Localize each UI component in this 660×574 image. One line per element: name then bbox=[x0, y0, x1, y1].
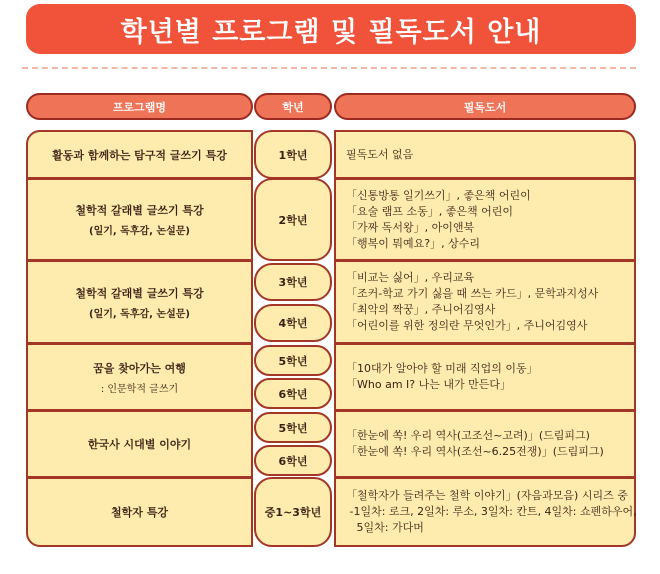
book-line: 「한눈에 쏙! 우리 역사(조선~6.25전쟁)」(드림피그) bbox=[346, 445, 604, 458]
program-subtitle: (일기, 독후감, 논설문) bbox=[89, 308, 190, 320]
program-name: 꿈을 찾아가는 여행 bbox=[93, 361, 186, 375]
grade-cell bbox=[254, 345, 332, 376]
grade-label: 6학년 bbox=[278, 387, 308, 401]
program-subtitle: (일기, 독후감, 논설문) bbox=[89, 226, 190, 237]
table-row-program bbox=[26, 178, 253, 261]
grade-label: 6학년 bbox=[278, 454, 308, 468]
book-line: 「10대가 알아야 할 미래 직업의 이동」 bbox=[346, 362, 538, 375]
table-row-program bbox=[26, 410, 253, 478]
grade-label: 5학년 bbox=[278, 421, 308, 435]
books-cell bbox=[334, 178, 636, 261]
book-line: 「비교는 싫어」, 우리교육 bbox=[346, 271, 475, 284]
book-line: 「Who am I? 나는 내가 만든다」 bbox=[346, 378, 511, 391]
grade-cell bbox=[254, 178, 332, 261]
grade-label: 4학년 bbox=[278, 317, 308, 330]
table-row-program bbox=[26, 130, 253, 179]
book-line: 「신통방통 일기쓰기」, 좋은책 어린이 bbox=[346, 188, 531, 202]
header-program: 프로그램명 bbox=[26, 93, 253, 120]
grade-cell bbox=[254, 130, 332, 179]
books-cell bbox=[334, 343, 636, 411]
grade-label: 2학년 bbox=[278, 213, 308, 227]
grade-cell bbox=[254, 378, 332, 409]
program-name: 철학적 갈래별 글쓰기 특강 bbox=[75, 286, 204, 300]
grade-cell bbox=[254, 445, 332, 476]
book-line: 「조커-학교 가기 싫을 때 쓰는 카드」, 문학과지성사 bbox=[346, 287, 599, 300]
grade-cell bbox=[254, 412, 332, 443]
program-subtitle: : 인문학적 글쓰기 bbox=[100, 383, 179, 395]
book-line: 5일차: 가다머 bbox=[346, 521, 424, 534]
table-row-program bbox=[26, 343, 253, 411]
book-line: -1일차: 로크, 2일차: 루소, 3일차: 칸트, 4일차: 쇼펜하우어, bbox=[346, 505, 637, 518]
program-name: 철학적 갈래별 글쓰기 특강 bbox=[75, 204, 204, 217]
book-line: 「한눈에 쏙! 우리 역사(고조선~고려)」(드림피그) bbox=[346, 429, 590, 442]
grade-cell bbox=[254, 263, 332, 301]
books-cell bbox=[334, 130, 636, 179]
book-line: 「행복이 뭐예요?」, 상수리 bbox=[346, 236, 480, 250]
book-line: 「가짜 독서왕」, 아이앤북 bbox=[346, 220, 475, 234]
program-name: 한국사 시대별 이야기 bbox=[87, 438, 192, 451]
grade-label: 3학년 bbox=[278, 276, 308, 289]
book-line: 「최악의 짝꿍」, 주니어김영사 bbox=[346, 303, 496, 316]
grade-cell bbox=[254, 477, 332, 547]
grade-label: 5학년 bbox=[278, 354, 308, 368]
page-title: 학년별 프로그램 및 필독도서 안내 bbox=[26, 4, 636, 54]
book-line: 「철학자가 들려주는 철학 이야기」(자음과모음) 시리즈 중 bbox=[346, 489, 628, 502]
book-line: 「요술 램프 소동」, 좋은책 어린이 bbox=[346, 204, 513, 218]
header-grade: 학년 bbox=[254, 93, 332, 120]
books-cell bbox=[334, 260, 636, 344]
table-row-program bbox=[26, 260, 253, 344]
book-line: 필독도서 없음 bbox=[346, 147, 414, 161]
table-row-program bbox=[26, 477, 253, 547]
book-line: 「어린이를 위한 정의란 무엇인가」, 주니어김영사 bbox=[346, 319, 588, 332]
program-name: 철학자 특강 bbox=[111, 506, 168, 519]
books-cell bbox=[334, 410, 636, 478]
grade-cell bbox=[254, 304, 332, 342]
header-books: 필독도서 bbox=[334, 93, 636, 120]
grade-label: 1학년 bbox=[278, 148, 308, 162]
grade-label: 중1~3학년 bbox=[264, 506, 322, 519]
divider bbox=[22, 67, 636, 69]
program-name: 활동과 함께하는 탐구적 글쓰기 특강 bbox=[52, 148, 227, 162]
books-cell bbox=[334, 477, 636, 547]
